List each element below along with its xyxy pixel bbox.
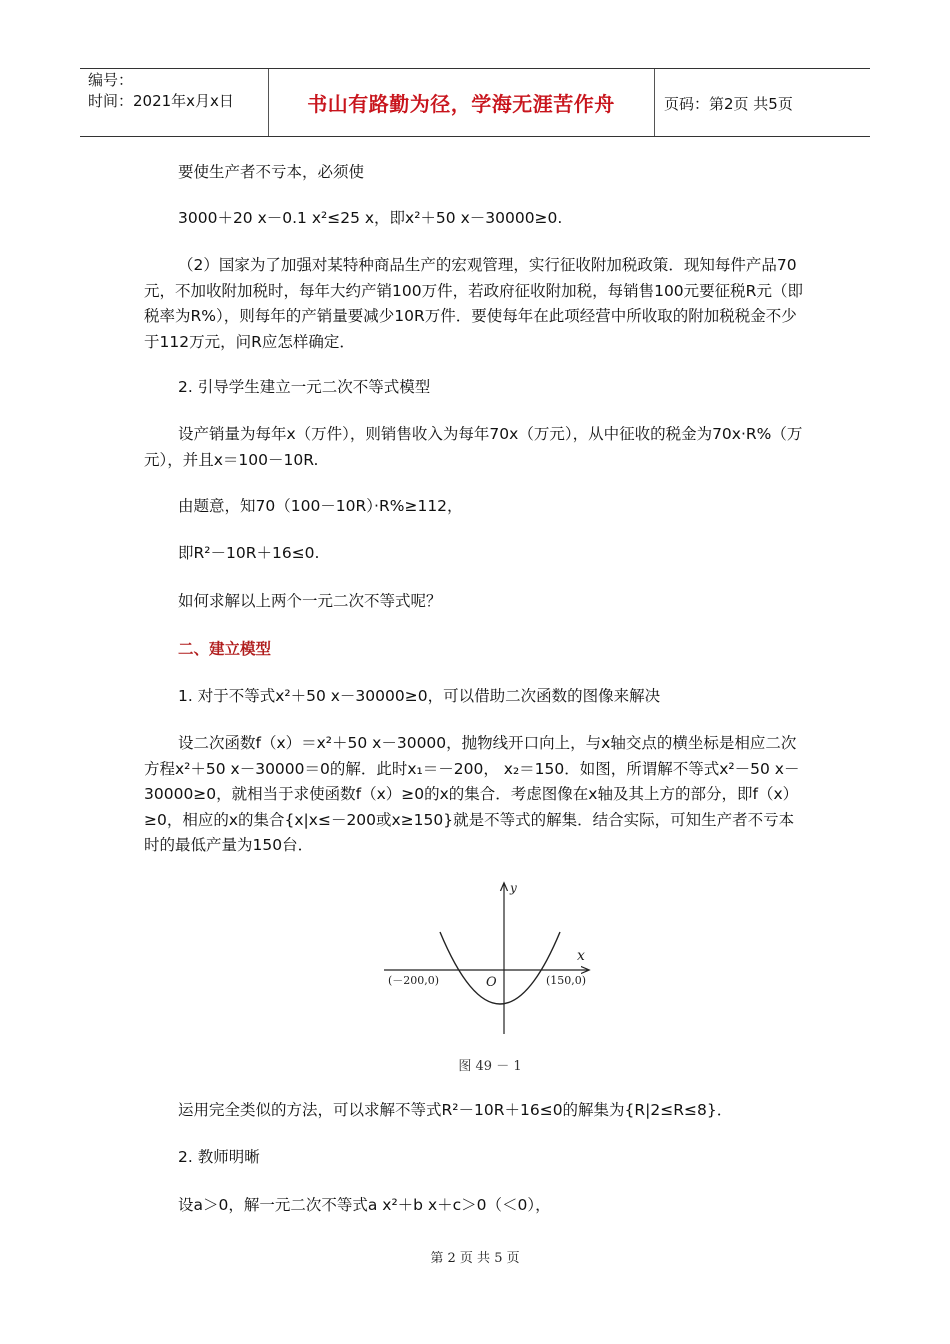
paragraph-1: 要使生产者不亏本，必须使 <box>178 163 365 181</box>
paragraph-10: 设二次函数f（x）＝x²＋50 x－30000，抛物线开口向上，与x轴交点的横坐标是相应二次方程x²＋50 x－30000＝0的解．此时x₁＝－200， x₂＝150．如图，所谓解不等式x²－50 x－30000≥0，就相当于求使函数f（x）≥0的x的集合．考虑图像在x轴及其上方的部分，即f（x）≥0，相应的x的集合{x|x≤－200或x≥150}就是不等式的解集．结合实际，可知生产者不亏本时的最低产量为150台． <box>144 734 800 854</box>
parabola-figure <box>380 876 630 1046</box>
left-root-label: (－200,0) <box>388 974 440 987</box>
header-page-code: 页码：第2页 共5页 <box>664 95 793 113</box>
section-heading: 二、建立模型 <box>178 640 272 658</box>
paragraph-7: 即R²－10R＋16≤0. <box>178 544 320 562</box>
paragraph-2: 3000＋20 x－0.1 x²≤25 x，即x²＋50 x－30000≥0. <box>178 209 563 227</box>
paragraph-4: 2. 引导学生建立一元二次不等式模型 <box>178 378 431 396</box>
paragraph-12: 2. 教师明晰 <box>178 1148 260 1166</box>
paragraph-13: 设a＞0，解一元二次不等式a x²＋b x＋c＞0（＜0）， <box>178 1196 551 1214</box>
parabola-curve <box>440 932 560 1004</box>
paragraph-6: 由题意，知70（100－10R）·R%≥112， <box>178 497 463 515</box>
header-bottom-rule <box>80 136 870 137</box>
header-meta <box>88 70 234 112</box>
x-axis-label: x <box>577 948 585 964</box>
paragraph-3: （2）国家为了加强对某特种商品生产的宏观管理，实行征收附加税政策．现知每件产品70元，不加收附加税时，每年大约产销100万件，若政府征收附加税，每销售100元要征税R元（即税率为R%），则每年的产销量要减少10R万件．要使每年在此项经营中所收取的附加税税金不少于112万元，问R应怎样确定． <box>144 256 803 351</box>
header-divider-right <box>654 69 655 136</box>
paragraph-5: 设产销量为每年x（万件），则销售收入为每年70x（万元），从中征收的税金为70x·R%（万元），并且x＝100－10R. <box>144 425 803 469</box>
paragraph-9: 1. 对于不等式x²＋50 x－30000≥0，可以借助二次函数的图像来解决 <box>178 687 661 705</box>
header-time: 时间：2021年x月x日 <box>88 92 234 110</box>
paragraph-8: 如何求解以上两个一元二次不等式呢？ <box>178 592 442 610</box>
origin-label: O <box>486 975 497 990</box>
right-root-label: (150,0) <box>546 974 587 987</box>
header-number: 编号： <box>88 71 134 89</box>
y-axis-label: y <box>510 881 517 895</box>
header-top-rule <box>80 68 870 69</box>
page-footer: 第 2 页 共 5 页 <box>430 1251 520 1266</box>
paragraph-11: 运用完全类似的方法，可以求解不等式R²－10R＋16≤0的解集为{R|2≤R≤8}． <box>178 1101 733 1119</box>
header-motto: 书山有路勤为径，学海无涯苦作舟 <box>307 92 615 116</box>
figure-caption: 图 49 － 1 <box>458 1059 522 1074</box>
